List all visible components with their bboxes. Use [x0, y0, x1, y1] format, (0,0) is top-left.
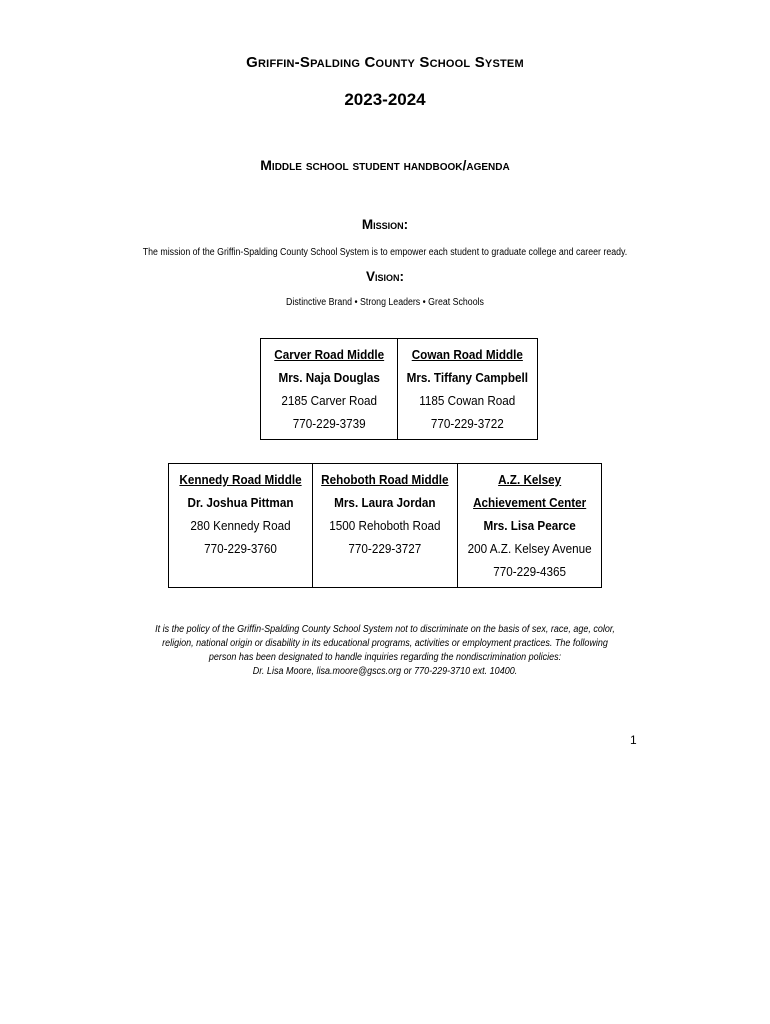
school-name-line2: Achievement Center — [472, 495, 586, 510]
school-principal: Mrs. Laura Jordan — [334, 495, 436, 510]
school-principal: Dr. Joshua Pittman — [187, 495, 294, 510]
school-name: Kennedy Road Middle — [179, 472, 302, 487]
mission-text: The mission of the Griffin-Spalding County School System is to empower each student to graduate college and career ready. — [142, 247, 628, 258]
vision-heading: Vision: — [365, 269, 404, 284]
school-name: Cowan Road Middle — [412, 347, 524, 362]
school-table-top — [260, 338, 538, 440]
school-phone: 770-229-3727 — [348, 541, 422, 556]
school-phone: 770-229-3760 — [204, 541, 277, 556]
school-phone: 770-229-4365 — [492, 564, 566, 579]
policy-contact: Dr. Lisa Moore, lisa.moore@gscs.org or 770-229-3710 ext. 10400. — [252, 666, 518, 677]
policy-line: person has been designated to handle inquiries regarding the nondiscrimination policies: — [208, 652, 562, 663]
handbook-subtitle: Middle school student handbook/agenda — [260, 157, 510, 173]
school-cell-rehoboth — [313, 464, 458, 588]
school-name: Rehoboth Road Middle — [321, 472, 449, 487]
school-principal: Mrs. Naja Douglas — [278, 370, 380, 385]
school-address: 2185 Carver Road — [281, 393, 378, 408]
school-cell-cowan — [398, 339, 538, 440]
school-address: 200 A.Z. Kelsey Avenue — [467, 541, 592, 556]
school-phone: 770-229-3722 — [431, 416, 505, 431]
school-address: 1185 Cowan Road — [419, 393, 516, 408]
policy-line: It is the policy of the Griffin-Spalding County School System not to discriminate on the basis of sex, race, age, color, — [155, 624, 615, 635]
page-number: 1 — [630, 733, 637, 747]
vision-text: Distinctive Brand • Strong Leaders • Great Schools — [286, 297, 484, 308]
school-principal: Mrs. Tiffany Campbell — [407, 370, 529, 385]
school-name: Carver Road Middle — [274, 347, 385, 362]
nondiscrimination-policy — [138, 623, 633, 679]
mission-heading: Mission: — [361, 217, 409, 232]
school-address: 280 Kennedy Road — [190, 518, 291, 533]
policy-line: religion, national origin or disability in its educational programs, activities or employment practices. The following — [162, 638, 608, 649]
school-year: 2023-2024 — [344, 90, 426, 109]
school-principal: Mrs. Lisa Pearce — [483, 518, 576, 533]
school-cell-kennedy — [169, 464, 313, 588]
school-address: 1500 Rehoboth Road — [329, 518, 441, 533]
school-cell-carver — [261, 339, 398, 440]
school-table-bottom — [168, 463, 602, 588]
school-phone: 770-229-3739 — [292, 416, 366, 431]
school-name: A.Z. Kelsey — [497, 472, 561, 487]
school-cell-kelsey — [457, 464, 601, 588]
district-title: Griffin-Spalding County School System — [246, 54, 524, 71]
